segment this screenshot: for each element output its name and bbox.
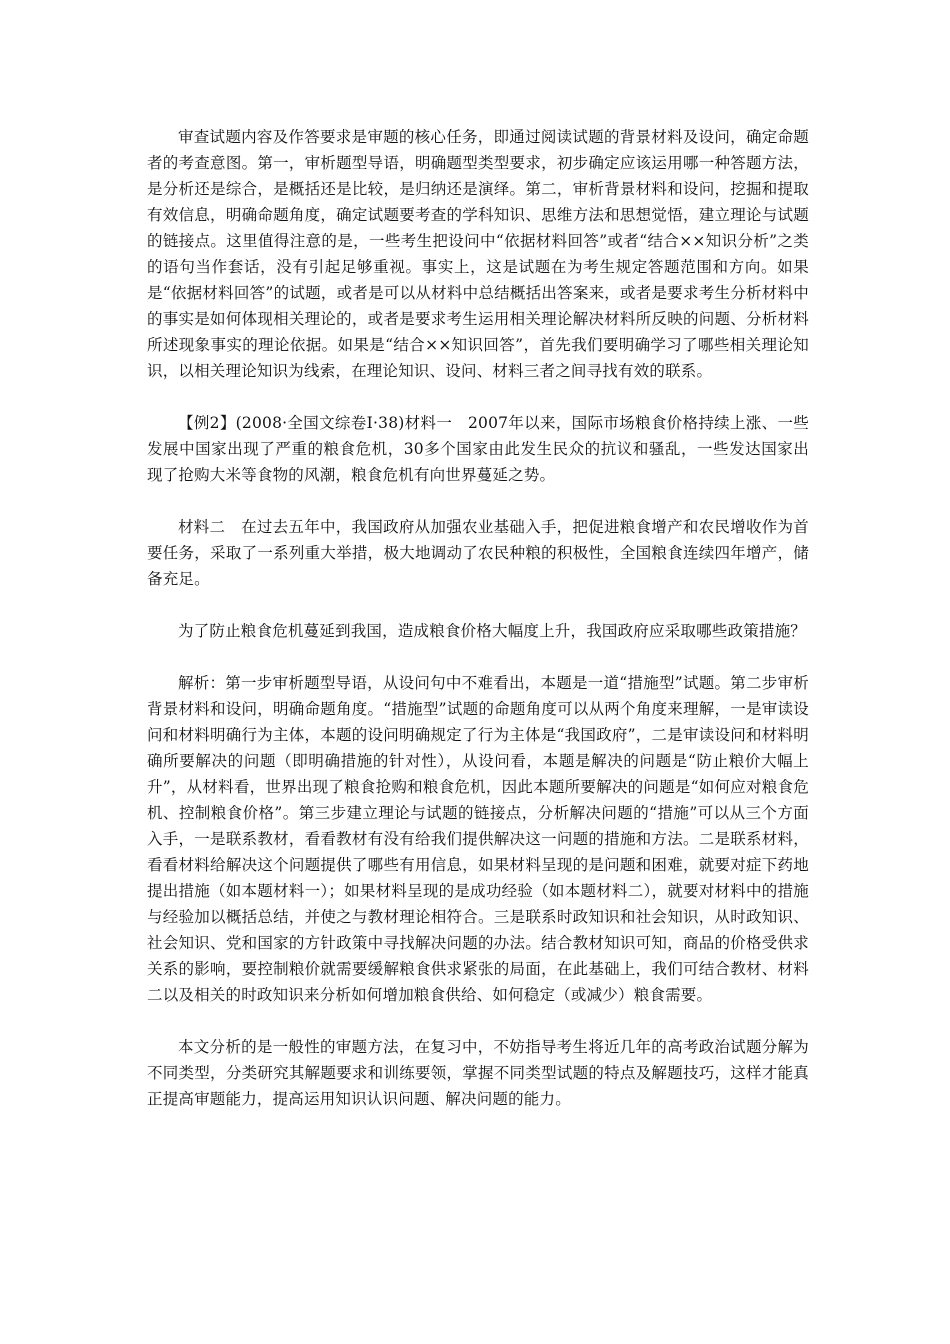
paragraph-material-two: 材料二 在过去五年中，我国政府从加强农业基础入手，把促进粮食增产和农民增收作为首要任务，采取了一系列重大举措，极大地调动了农民种粮的积极性，全国粮食连续四年增产，储备充足。 — [147, 518, 809, 588]
paragraph-conclusion: 本文分析的是一般性的审题方法，在复习中，不妨指导考生将近几年的高考政治试题分解为不同类型，分类研究其解题要求和训练要领，掌握不同类型试题的特点及解题技巧，这样才能真正提高审题能力，提高运用知识认识问题、解决问题的能力。 — [147, 1038, 809, 1108]
document-page — [147, 124, 809, 1112]
paragraph-intro: 审查试题内容及作答要求是审题的核心任务，即通过阅读试题的背景材料及设问，确定命题者的考查意图。第一，审析题型导语，明确题型类型要求，初步确定应该运用哪一种答题方法，是分析还是综合，是概括还是比较，是归纳还是演绎。第二，审析背景材料和设问，挖掘和提取有效信息，明确命题角度，确定试题要考查的学科知识、思维方法和思想觉悟，建立理论与试题的链接点。这里值得注意的是，一些考生把设问中“依据材料回答”或者“结合××知识分析”之类的语句当作套话，没有引起足够重视。事实上，这是试题在为考生规定答题范围和方向。如果是“依据材料回答”的试题，或者是可以从材料中总结概括出答案来，或者是要求考生分析材料中的事实是如何体现相关理论的，或者是要求考生运用相关理论解决材料所反映的问题、分析材料所述现象事实的理论依据。如果是“结合××知识回答”，首先我们要明确学习了哪些相关理论知识，以相关理论知识为线索，在理论知识、设问、材料三者之间寻找有效的联系。 — [147, 128, 809, 380]
paragraph-question: 为了防止粮食危机蔓延到我国，造成粮食价格大幅度上升，我国政府应采取哪些政策措施？ — [178, 622, 807, 640]
paragraph-analysis: 解析：第一步审析题型导语，从设问句中不难看出，本题是一道“措施型”试题。第二步审析背景材料和设问，明确命题角度。“措施型”试题的命题角度可以从两个角度来理解，一是审读设问和材料明确行为主体，本题的设问明确规定了行为主体是“我国政府”，二是审读设问和材料明确所要解决的问题（即明确措施的针对性），从设问看，本题是解决的问题是“防止粮价大幅上升”，从材料看，世界出现了粮食抢购和粮食危机，因此本题所要解决的问题是“如何应对粮食危机、控制粮食价格”。第三步建立理论与试题的链接点，分析解决问题的“措施”可以从三个方面入手，一是联系教材，看看教材有没有给我们提供解决这一问题的措施和方法。二是联系材料，看看材料给解决这个问题提供了哪些有用信息，如果材料呈现的是问题和困难，就要对症下药地提出措施（如本题材料一）；如果材料呈现的是成功经验（如本题材料二），就要对材料中的措施与经验加以概括总结，并使之与教材理论相符合。三是联系时政知识和社会知识，从时政知识、社会知识、党和国家的方针政策中寻找解决问题的办法。结合教材知识可知，商品的价格受供求关系的影响，要控制粮价就需要缓解粮食供求紧张的局面，在此基础上，我们可结合教材、材料二以及相关的时政知识来分析如何增加粮食供给、如何稳定（或减少）粮食需要。 — [147, 674, 809, 1004]
paragraph-example-material-one: 【例2】(2008·全国文综卷Ⅰ·38)材料一 2007年以来，国际市场粮食价格持续上涨、一些发展中国家出现了严重的粮食危机，30多个国家由此发生民众的抗议和骚乱，一些发达国家出现了抢购大米等食物的风潮，粮食危机有向世界蔓延之势。 — [147, 414, 809, 484]
